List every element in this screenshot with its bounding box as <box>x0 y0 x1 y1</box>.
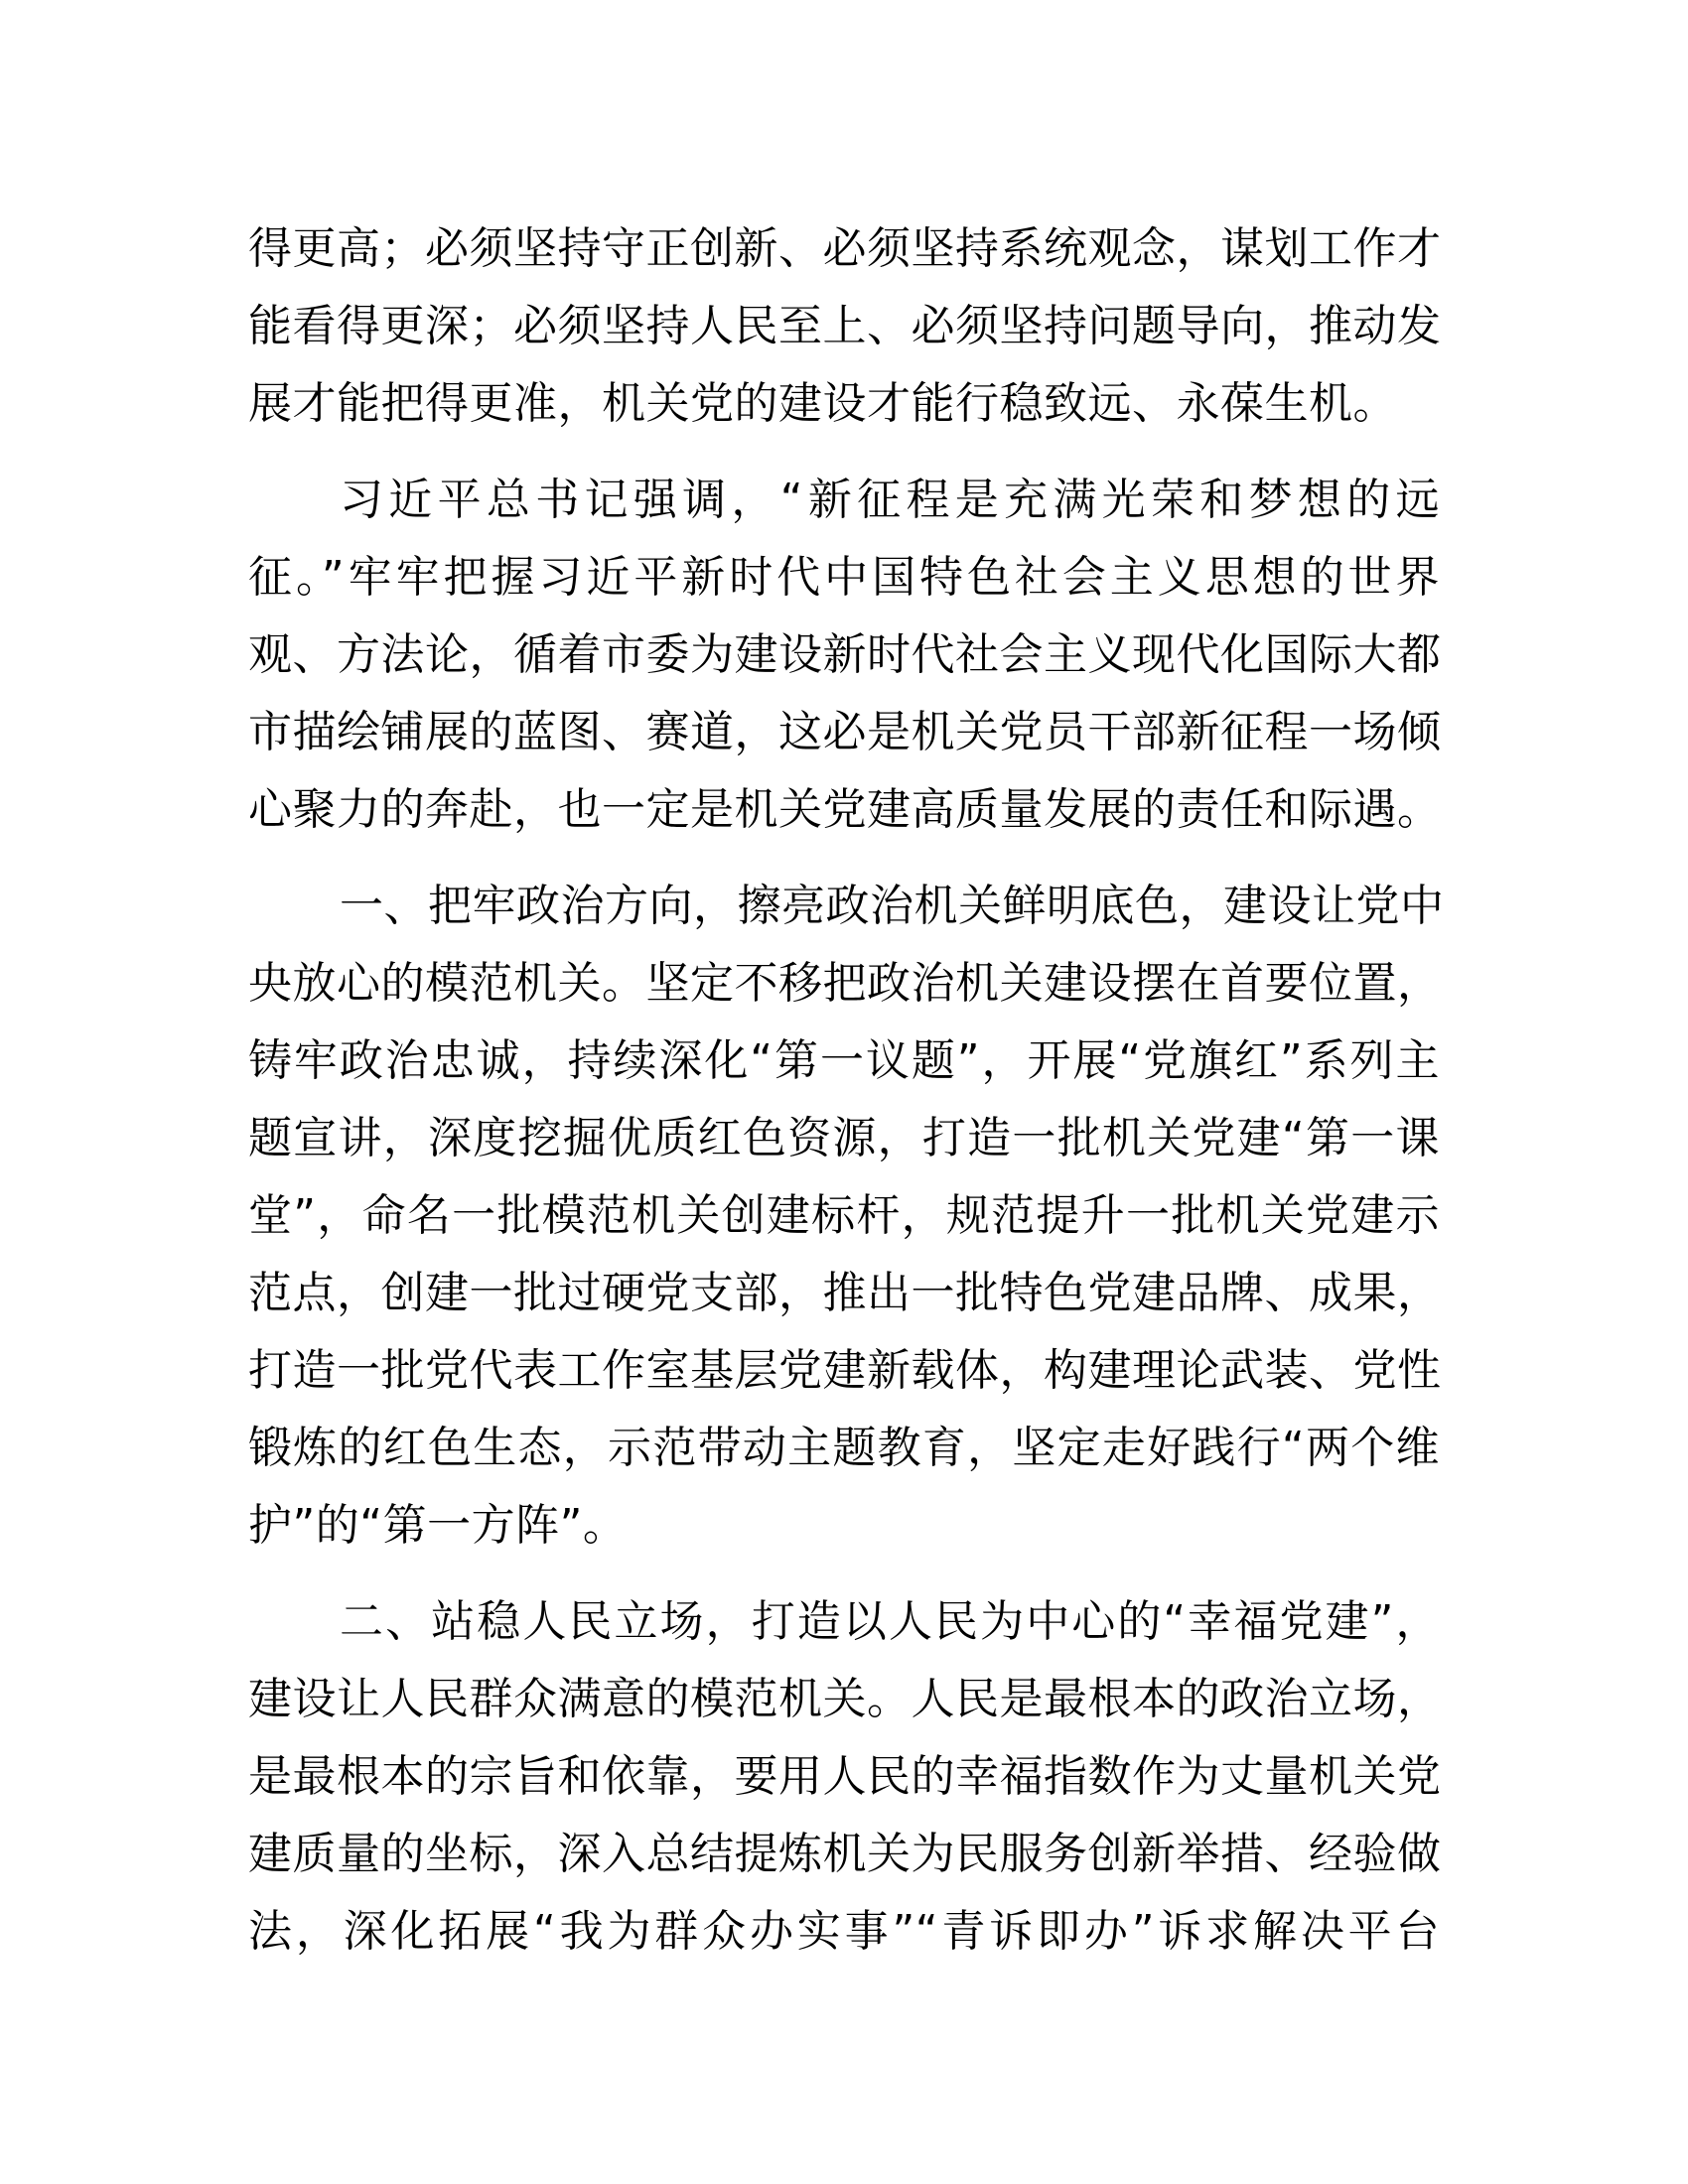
text-line: 心聚力的奔赴，也一定是机关党建高质量发展的责任和际遇。 <box>248 784 1442 835</box>
document-page <box>248 210 1445 1989</box>
text-line: 建质量的坐标，深入总结提炼机关为民服务创新举措、经验做 <box>248 1829 1442 1879</box>
text-line: 堂”，命名一批模范机关创建标杆，规范提升一批机关党建示 <box>248 1190 1440 1241</box>
text-line: 锻炼的红色生态，示范带动主题教育，坚定走好践行“两个维 <box>248 1423 1440 1473</box>
text-line: 铸牢政治忠诚，持续深化“第一议题”，开展“党旗红”系列主 <box>248 1035 1440 1086</box>
text-line: 央放心的模范机关。坚定不移把政治机关建设摆在首要位置， <box>248 958 1442 1009</box>
section-heading-line: 一、把牢政治方向，擦亮政治机关鲜明底色，建设让党中 <box>340 881 1445 931</box>
text-line: 市描绘铺展的蓝图、赛道，这必是机关党员干部新征程一场倾 <box>248 707 1442 757</box>
text-line: 护”的“第一方阵”。 <box>248 1500 628 1551</box>
text-line: 范点，创建一批过硬党支部，推出一批特色党建品牌、成果， <box>248 1268 1442 1318</box>
text-line: 展才能把得更准，机关党的建设才能行稳致远、永葆生机。 <box>248 378 1397 429</box>
paragraph-xi-quote <box>248 462 1440 849</box>
text-line: 题宣讲，深度挖掘优质红色资源，打造一批机关党建“第一课 <box>248 1113 1440 1163</box>
text-line: 是最根本的宗旨和依靠，要用人民的幸福指数作为丈量机关党 <box>248 1751 1442 1802</box>
text-line: 能看得更深；必须坚持人民至上、必须坚持问题导向，推动发 <box>248 301 1442 351</box>
paragraph-continuation <box>248 210 1440 443</box>
paragraph-section-two <box>248 1583 1440 1971</box>
text-line: 征。”牢牢把握习近平新时代中国特色社会主义思想的世界 <box>248 552 1440 603</box>
section-heading-line: 二、站稳人民立场，打造以人民为中心的“幸福党建”， <box>340 1596 1440 1647</box>
text-line: 建设让人民群众满意的模范机关。人民是最根本的政治立场， <box>248 1674 1442 1724</box>
text-line: 观、方法论，循着市委为建设新时代社会主义现代化国际大都 <box>248 629 1442 680</box>
paragraph-section-one <box>248 868 1445 1565</box>
text-line: 得更高；必须坚持守正创新、必须坚持系统观念，谋划工作才 <box>248 223 1442 274</box>
text-line: 打造一批党代表工作室基层党建新载体，构建理论武装、党性 <box>248 1345 1442 1396</box>
text-line: 法，深化拓展“我为群众办实事”“青诉即办”诉求解决平台 <box>248 1906 1440 1957</box>
text-line: 习近平总书记强调，“新征程是充满光荣和梦想的远 <box>340 475 1440 525</box>
